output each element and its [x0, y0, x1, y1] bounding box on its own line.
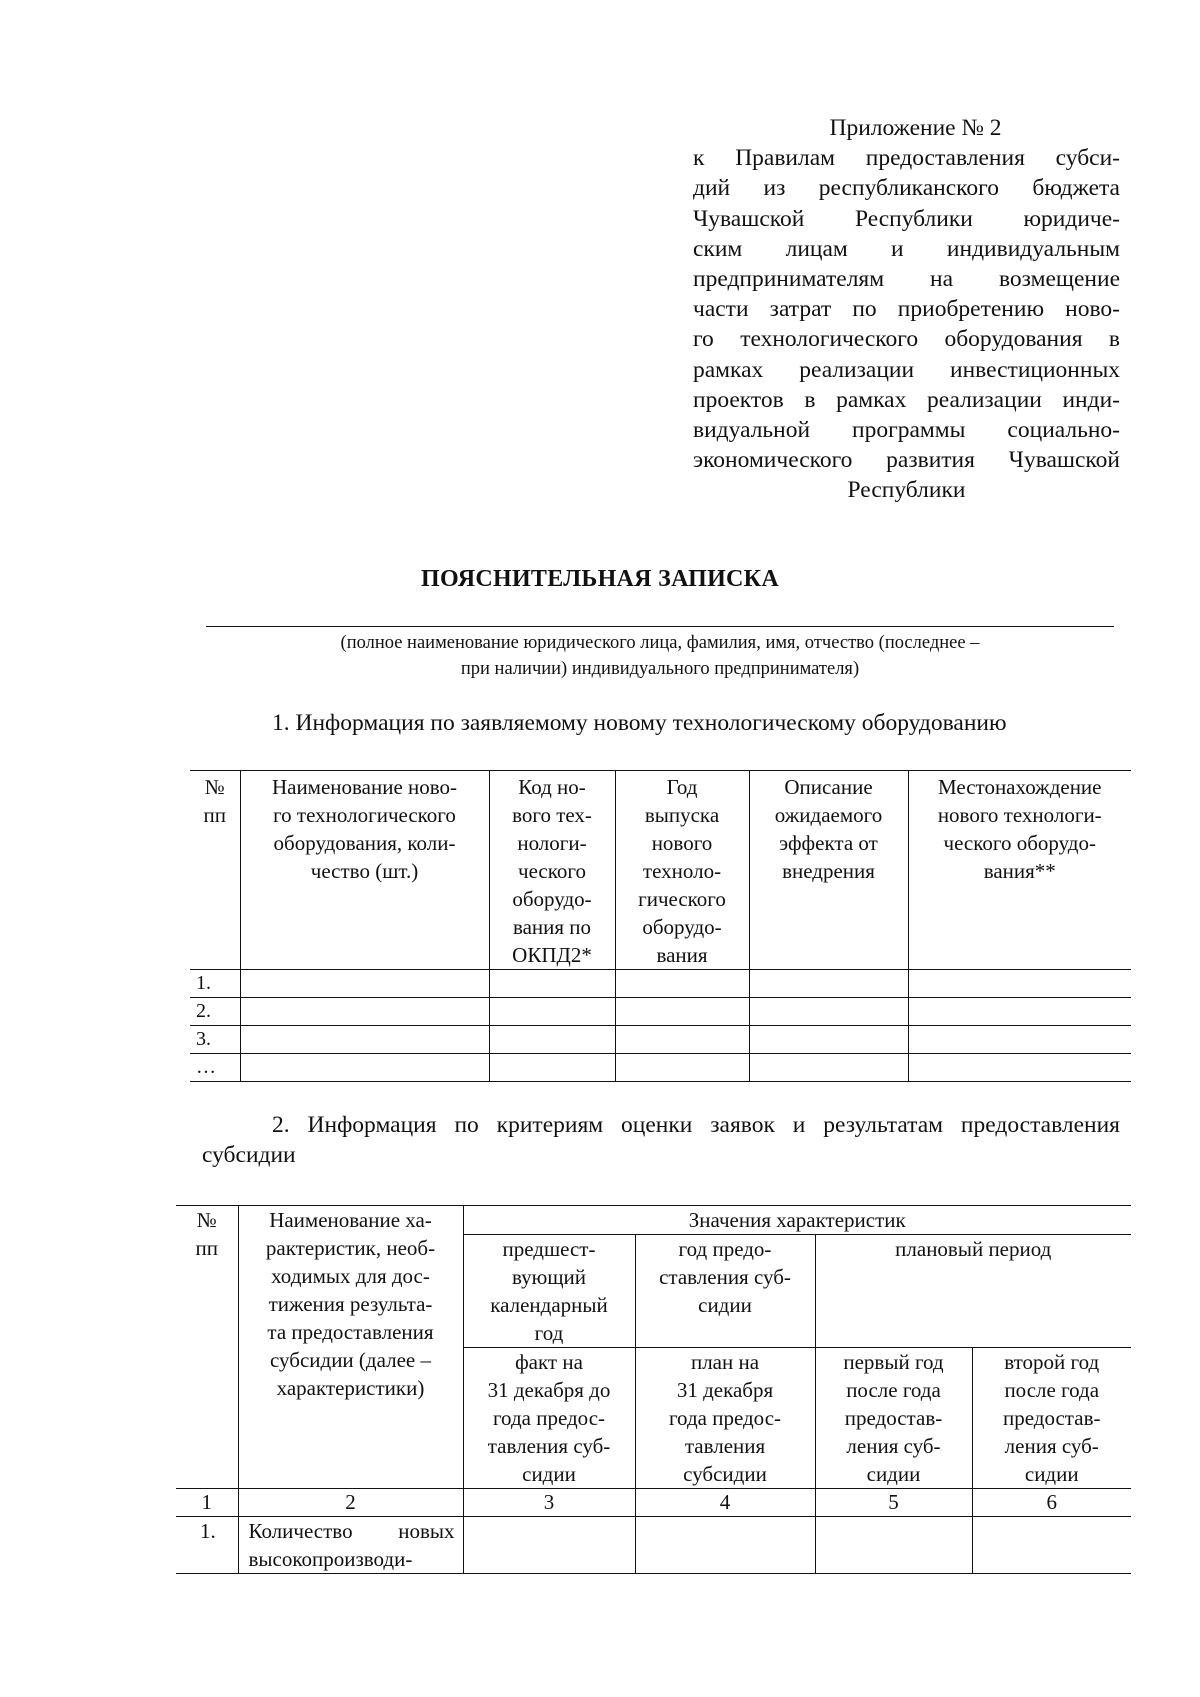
table-cell[interactable] [615, 998, 749, 1026]
appendix-line: дий из республиканского бюджета [693, 175, 1120, 202]
table-header-row [176, 1206, 1131, 1235]
table-cell[interactable] [908, 970, 1131, 998]
table-cell[interactable] [240, 1054, 489, 1082]
values-header: Значения характеристик [463, 1206, 1131, 1235]
table-row [190, 998, 1131, 1026]
table-cell[interactable] [749, 998, 908, 1026]
table-cell[interactable] [615, 1054, 749, 1082]
table-row [190, 1054, 1131, 1082]
table-cell[interactable] [489, 998, 615, 1026]
column-header-number: № пп [176, 1206, 238, 1489]
table-cell[interactable] [240, 998, 489, 1026]
column-numbers-row [176, 1489, 1131, 1517]
table-cell[interactable] [489, 970, 615, 998]
table-cell[interactable] [749, 1054, 908, 1082]
row-number: 1. [176, 1517, 238, 1574]
appendix-line: к Правилам предоставления субси- [693, 145, 1120, 172]
appendix-line: рамках реализации инвестиционных [693, 356, 1120, 383]
section-2-heading: 2. Информация по критериям оценки заявок и результатам предоставления субсидии [202, 1112, 1120, 1168]
section-1-heading: 1. Информация по заявляемому новому технологическому оборудованию [272, 710, 1007, 736]
subheader-fact: факт на 31 декабря до года предос- тавления суб- сидии [463, 1348, 635, 1489]
column-header-okpd2-code: Код но- вого тех- нологи- ческого оборудо- вания по ОКПД2* [489, 771, 615, 970]
name-caption-line: при наличии) индивидуального предпринимателя) [460, 659, 860, 679]
column-header-expected-effect: Описание ожидаемого эффекта от внедрения [749, 771, 908, 970]
table-cell[interactable] [972, 1517, 1131, 1574]
table-cell[interactable] [635, 1517, 815, 1574]
table-cell[interactable] [908, 1054, 1131, 1082]
subheader-plan: план на 31 декабря года предос- тавления субсидии [635, 1348, 815, 1489]
appendix-last-line: Республики [847, 477, 966, 504]
appendix-line: го технологического оборудования в [693, 326, 1120, 353]
row-number: … [190, 1054, 240, 1082]
subheader-first-year: первый год после года предостав- ления суб- сидии [815, 1348, 972, 1489]
table-cell[interactable] [908, 998, 1131, 1026]
column-header-release-year: Год выпуска нового техноло- гического оборудо- вания [615, 771, 749, 970]
name-caption-line: (полное наименование юридического лица, фамилия, имя, отчество (последнее – [340, 633, 980, 653]
appendix-line: проектов в рамках реализации инди- [693, 386, 1120, 413]
column-header-equipment-name: Наименование ново- го технологического оборудования, коли- чество (шт.) [240, 771, 489, 970]
column-number: 5 [815, 1489, 972, 1517]
table-cell[interactable] [749, 970, 908, 998]
column-number: 1 [176, 1489, 238, 1517]
row-number: 3. [190, 1026, 240, 1054]
appendix-line: предпринимателям на возмещение [693, 266, 1120, 293]
appendix-line: экономического развития Чувашской [693, 447, 1120, 474]
column-header-location: Местонахождение нового технологи- ческого оборудо- вания** [908, 771, 1131, 970]
appendix-line: ским лицам и индивидуальным [693, 235, 1120, 262]
column-number: 2 [238, 1489, 463, 1517]
group-header-subsidy-year: год предо- ставления суб- сидии [635, 1235, 815, 1348]
appendix-number: Приложение № 2 [829, 115, 1002, 141]
table-header-row [190, 771, 1131, 970]
column-header-characteristic-name: Наименование ха- рактеристик, необ- ходимых для дос- тижения результа- та предоставления субсидии (далее – характеристики) [238, 1206, 463, 1489]
group-header-planned-period: плановый период [815, 1235, 1131, 1348]
table-cell[interactable] [489, 1026, 615, 1054]
table-cell[interactable] [240, 1026, 489, 1054]
table-cell[interactable] [615, 1026, 749, 1054]
table-row [190, 1026, 1131, 1054]
table-cell[interactable] [815, 1517, 972, 1574]
table-cell[interactable] [240, 970, 489, 998]
appendix-line: видуальной программы социально- [693, 417, 1120, 444]
table-cell[interactable] [463, 1517, 635, 1574]
equipment-table [190, 770, 1131, 1082]
column-header-number: № пп [190, 771, 240, 970]
table-row [176, 1517, 1131, 1574]
appendix-line: части затрат по приобретению ново- [693, 296, 1120, 323]
table-cell[interactable] [749, 1026, 908, 1054]
table-cell[interactable] [908, 1026, 1131, 1054]
table-cell[interactable] [615, 970, 749, 998]
table-row [190, 970, 1131, 998]
subheader-second-year: второй год после года предостав- ления суб- сидии [972, 1348, 1131, 1489]
column-number: 4 [635, 1489, 815, 1517]
column-number: 3 [463, 1489, 635, 1517]
row-number: 1. [190, 970, 240, 998]
name-fill-line [206, 626, 1114, 627]
characteristic-name: Количество новых высокопроизводи- [238, 1517, 463, 1574]
document-title: ПОЯСНИТЕЛЬНАЯ ЗАПИСКА [420, 566, 780, 592]
name-caption [206, 630, 1114, 682]
group-header-previous-year: предшест- вующий календарный год [463, 1235, 635, 1348]
table-cell[interactable] [489, 1054, 615, 1082]
criteria-table [176, 1205, 1131, 1574]
appendix-line: Чувашской Республики юридиче- [693, 205, 1120, 232]
appendix-block [693, 113, 1120, 506]
row-number: 2. [190, 998, 240, 1026]
column-number: 6 [972, 1489, 1131, 1517]
